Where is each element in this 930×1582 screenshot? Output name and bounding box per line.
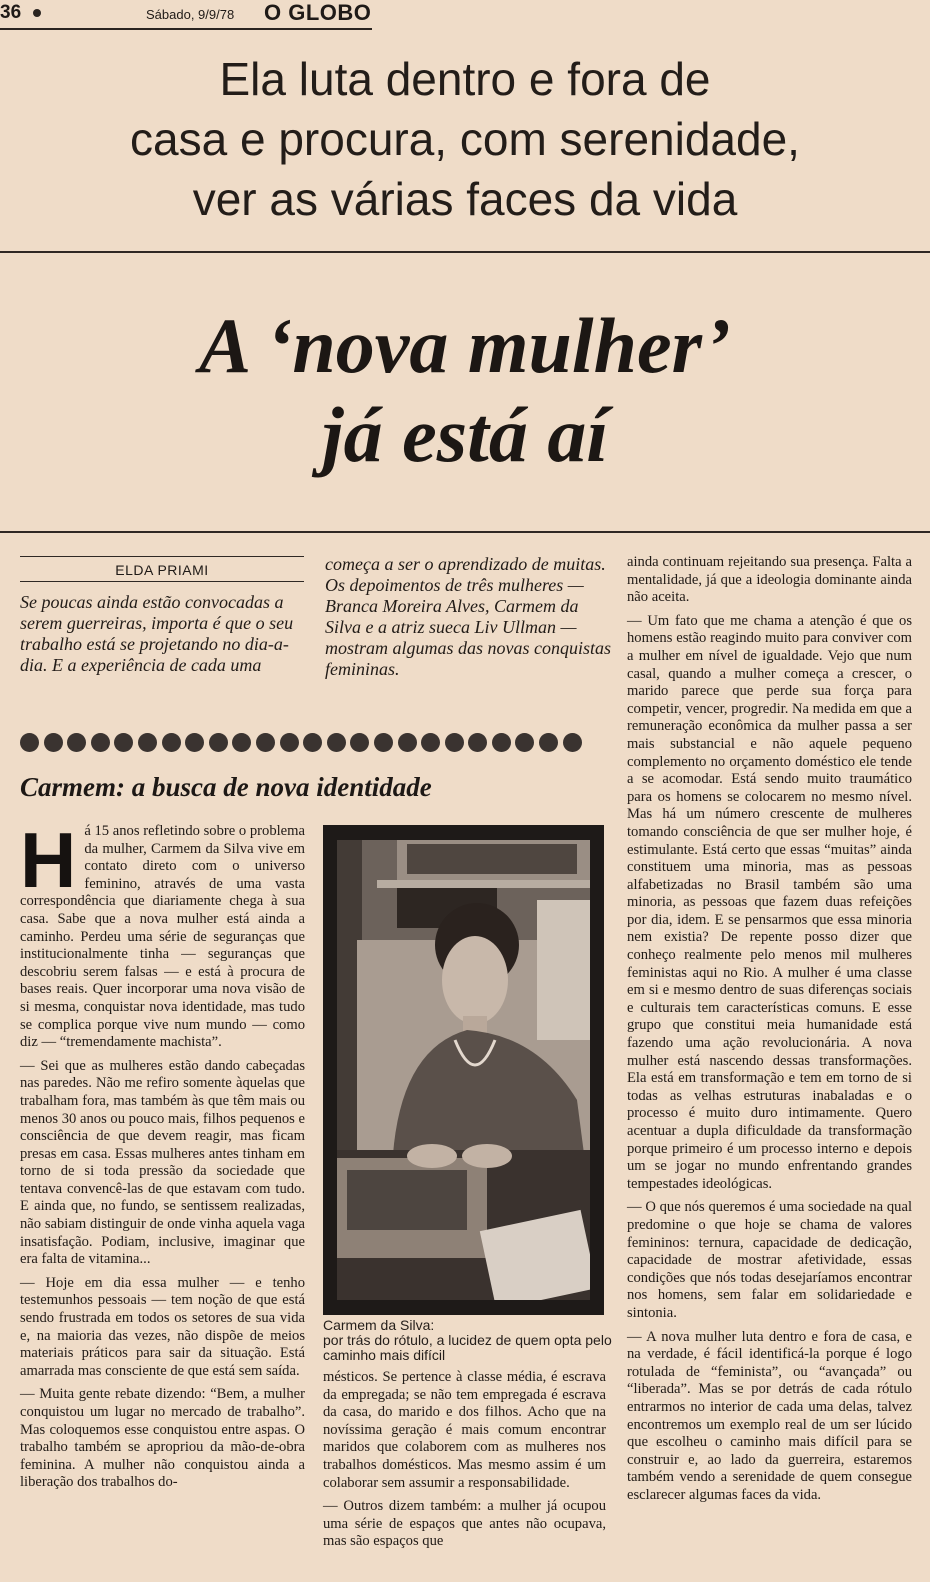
- dot-ornament: [20, 733, 39, 752]
- paragraph: — A nova mulher luta dentro e fora de casa, e na verdade, é fácil identificá-la porque é logo rotulada de “feminista”, ou “avançada” ou “liberada”. Mas se por detrás de cada rótulo entrarmos no interior de cada uma delas, talvez encontremos um exemplo real de um ser lúcido que escolheu o caminho mais difícil para se construir e, ao lado da guerreira, estaremos também vendo a serenidade de quem consegue esclarecer algumas faces da vida.: [627, 1328, 912, 1503]
- dot-ornament: [114, 733, 133, 752]
- drop-cap: H: [20, 816, 77, 904]
- issue-date: Sábado, 9/9/78: [146, 7, 235, 22]
- lede-part-2: começa a ser o aprendizado de muitas. Os depoimentos de três mulheres — Branca Moreira Alves, Carmem da Silva e a atriz sueca Liv Ullman — mostram algumas das novas conquistas femininas.: [325, 554, 612, 679]
- dot-ornament: [398, 733, 417, 752]
- caption-text: por trás do rótulo, a lucidez de quem opta pelo caminho mais difícil: [323, 1332, 612, 1363]
- dot-ornament: [515, 733, 534, 752]
- paragraph: — Muita gente rebate dizendo: “Bem, a mulher conquistou um lugar no mercado de trabalho”. Mas coloquemos esse conquistou entre aspas. O trabalho também se apropriou da mão-de-obra feminina. A mulher não conquistou ainda a liberação dos trabalhos do-: [20, 1386, 305, 1491]
- paragraph: [20, 816, 305, 1052]
- caption-name: Carmem da Silva:: [323, 1317, 435, 1333]
- article-column-1: [20, 816, 305, 1498]
- paragraph: ainda continuam rejeitando sua presença. Falta a mentalidade, já que a ideologia dominante ainda não aceita.: [627, 554, 912, 606]
- kicker-line: casa e procura, com serenidade,: [130, 112, 800, 165]
- dot-ornament: [492, 733, 511, 752]
- paragraph: — Um fato que me chama a atenção é que os homens estão reagindo muito para conviver com a mulher em nível de igualdade. Vejo que num casal, quando a mulher começa a crescer, o marido parece que perde sua força para competir, vencer, progredir. Na medida em que a remuneração econômica da mulher passa a ser mais substancial e não aquele pequeno complemento no orçamento doméstico ele tende a se acomodar. Está sendo muito traumático para os homens se colocarem no mesmo nível. Mas há um número crescente de mulheres tomando consciência de que ser mulher hoje, é estimulante. Está certo que essas “muitas” ainda constituem uma minoria, mas as pessoas alfabetizadas no Brasil também são uma minoria, as pessoas que fazem duas refeições por dia, idem. E se pensarmos que essa minoria nem existia? De repente posso dizer que conheço realmente pelo menos mil mulheres feministas aqui no Rio. A mulher é uma classe em si e mesmo dentro de suas diferenças sociais e culturais tem características comuns. E esse grupo que constitui meia humanidade está fazendo uma ação revolucionária. A nova mulher está nascendo dessas transformações. Ela está em transformação e tem em torno de si todas as velhas estruturas inabaladas e o processo é muito duro intimamente. Quero acentuar a dupla dificuldade da transformação porque primeiro é um processo interno e depois um se jogar no mundo enfrentando grandes tempestades ideológicas.: [627, 612, 912, 1192]
- paragraph: — Sei que as mulheres estão dando cabeçadas nas paredes. Não me refiro somente àquelas que trabalham fora, mas também às que têm mais ou menos 30 anos ou pouco mais, filhos pequenos e consciência de que devem reagir, mas ficam presas em casa. Essas mulheres antes tinham em torno de si toda pressão da sociedade que tentava convencê-las de que estavam com tudo. E ainda que, no fundo, se sentissem realizadas, não sabiam distinguir de onde vinha aquela vaga insatisfação. Podiam, inclusive, imaginar que era falta de vitamina...: [20, 1057, 305, 1268]
- dot-ornament: [162, 733, 181, 752]
- dot-ornament: [44, 733, 63, 752]
- portrait-illustration: [337, 840, 590, 1300]
- dot-ornament: [232, 733, 251, 752]
- dot-separator: [20, 733, 610, 757]
- section-subhead: Carmem: a busca de nova identidade: [20, 772, 432, 802]
- dot-ornament: [209, 733, 228, 752]
- dot-ornament: [563, 733, 582, 752]
- newspaper-name: O GLOBO: [264, 0, 372, 25]
- byline-rule: [20, 556, 304, 557]
- dot-ornament: [421, 733, 440, 752]
- byline-rule: [20, 581, 304, 582]
- kicker: [60, 50, 870, 229]
- dot-ornament: [303, 733, 322, 752]
- paragraph-text: á 15 anos refletindo sobre o problema da mulher, Carmem da Silva vive em contato direto com o universo feminino, através de uma vasta correspondência que diariamente chega à sua casa. Sabe que a nova mulher está ainda a caminho. Perdeu uma série de seguranças que institucionalmente tinha — seguranças que descobriu serem falsas — e está à procura de bases reais. Quer incorporar uma nova visão de si mesma, conquistar nova identidade, mas tudo se complica porque vive num mundo — como diz — “tremendamente machista”.: [20, 823, 305, 1051]
- dot-ornament: [138, 733, 157, 752]
- divider: [0, 251, 930, 253]
- portrait-photo: [337, 840, 590, 1300]
- dot-ornament: [185, 733, 204, 752]
- dot-ornament: [350, 733, 369, 752]
- dot-ornament: [539, 733, 558, 752]
- dot-ornament: [280, 733, 299, 752]
- dot-ornament: [374, 733, 393, 752]
- kicker-line: Ela luta dentro e fora de: [219, 53, 711, 105]
- headline-line: já está aí: [322, 390, 608, 478]
- headline-line: A ‘nova mulher’: [199, 302, 731, 389]
- dot-ornament: [91, 733, 110, 752]
- dot-ornament: [445, 733, 464, 752]
- page-number: 36: [0, 2, 22, 23]
- paragraph: — Hoje em dia essa mulher — e tenho testemunhos pessoais — tem noção de que está sendo frustrada em todos os setores de sua vida e, na maioria das vezes, não dispõe de meios materiais práticos para sair da situação. Está amarrada mas consciente de que está sem saída.: [20, 1274, 305, 1379]
- dot-ornament: [256, 733, 275, 752]
- bullet-icon: [33, 9, 41, 17]
- paragraph: — Outros dizem também: a mulher já ocupou uma série de espaços que antes não ocupava, mas são espaços que: [323, 1498, 606, 1550]
- kicker-line: ver as várias faces da vida: [192, 172, 738, 225]
- dot-ornament: [468, 733, 487, 752]
- lede-part-1: Se poucas ainda estão convocadas a serem guerreiras, importa é que o seu trabalho está se projetando no dia-a-dia. E a experiência de cada uma: [20, 592, 294, 675]
- divider: [0, 531, 930, 533]
- dot-ornament: [67, 733, 86, 752]
- article-column-2: [323, 1369, 606, 1557]
- dot-ornament: [327, 733, 346, 752]
- byline: ELDA PRIAMI: [115, 562, 209, 578]
- photo-caption: [323, 1318, 613, 1363]
- paragraph: mésticos. Se pertence à classe média, é escrava da empregada; se não tem empregada é escrava da casa, do marido e dos filhos. Acho que na novíssima geração é mais comum encontrar maridos que colaborem com as mulheres nos trabalhos domésticos. Mas mesmo assim é um colaborar sem assumir a responsabilidade.: [323, 1369, 606, 1491]
- article-column-3: [627, 554, 912, 1510]
- paragraph: — O que nós queremos é uma sociedade na qual predomine o que hoje se chama de valores femininos: ternura, capacidade de dedicação, capacidade de mostrar afetividade, essas condições que nós todas desejaríamos encontrar nos homens, sem falar em solidariedade e sintonia.: [627, 1199, 912, 1321]
- headline: [40, 302, 890, 480]
